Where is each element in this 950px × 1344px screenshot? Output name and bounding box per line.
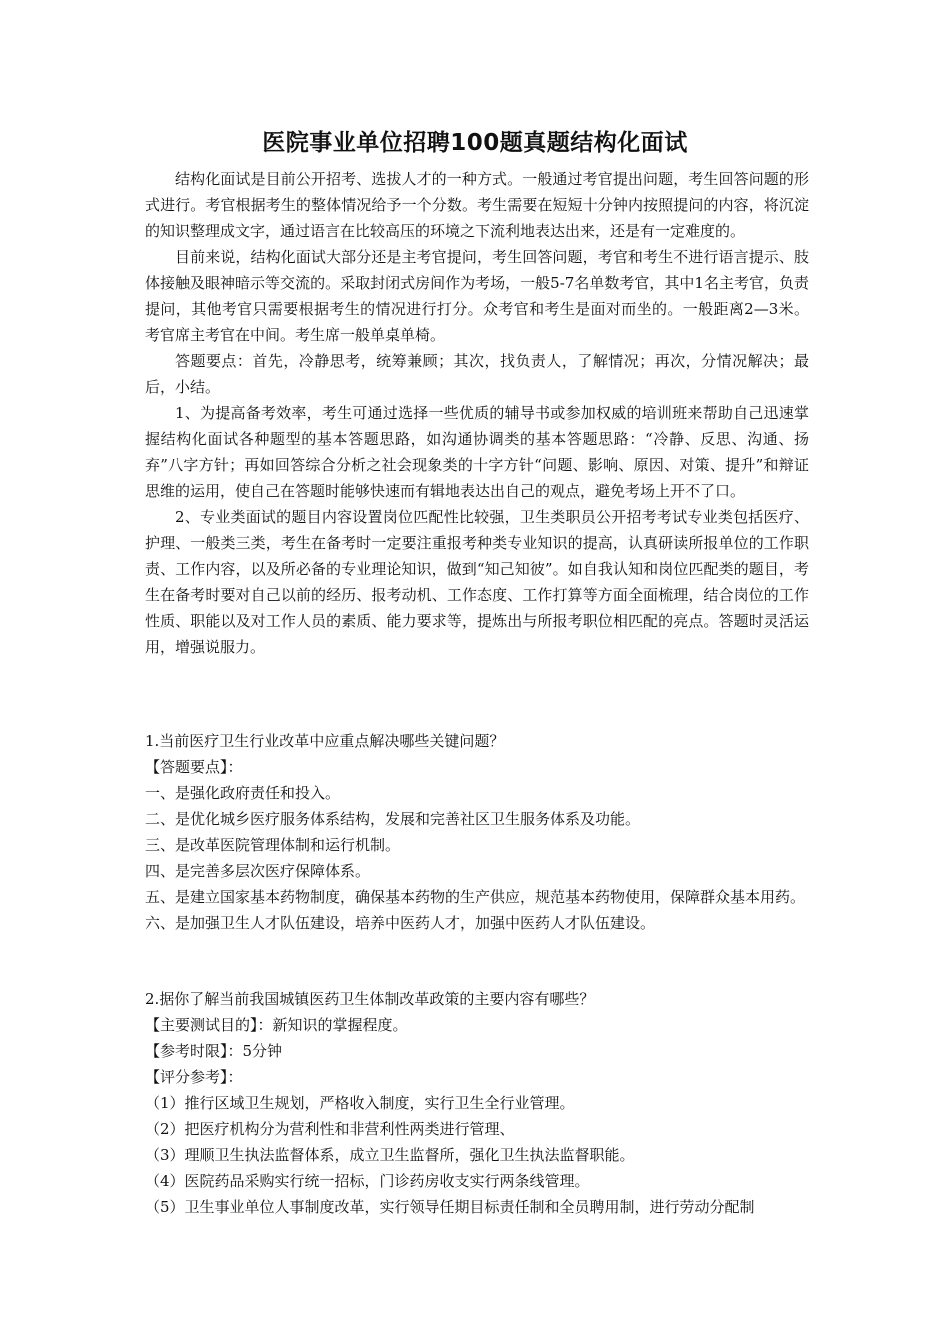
intro-section (145, 166, 809, 660)
answer-point: 一、是强化政府责任和投入。 (145, 784, 341, 802)
answer-point: 四、是完善多层次医疗保障体系。 (145, 862, 371, 880)
question-text: 2.据你了解当前我国城镇医药卫生体制改革政策的主要内容有哪些？ (145, 990, 595, 1008)
time-limit: 【参考时限】：5分钟 (145, 1042, 283, 1060)
answer-point: （4）医院药品采购实行统一招标，门诊药房收支实行两条线管理。 (145, 1172, 590, 1190)
answer-heading: 【评分参考】： (145, 1068, 243, 1086)
answer-point: （5）卫生事业单位人事制度改革，实行领导任期目标责任制和全员聘用制，进行劳动分配制 (145, 1198, 755, 1216)
intro-paragraph: 答题要点：首先，冷静思考，统筹兼顾；其次，找负责人，了解情况；再次，分情况解决；最后，小结。 (145, 352, 809, 396)
answer-point: （2）把医疗机构分为营利性和非营利性两类进行管理、 (145, 1120, 515, 1138)
answer-point: （1）推行区域卫生规划，严格收入制度，实行卫生全行业管理。 (145, 1094, 575, 1112)
answer-point: 三、是改革医院管理体制和运行机制。 (145, 836, 401, 854)
intro-paragraph: 1、为提高备考效率，考生可通过选择一些优质的辅导书或参加权威的培训班来帮助自己迅速掌握结构化面试各种题型的基本答题思路，如沟通协调类的基本答题思路：“冷静、反思、沟通、扬弃”八字方针；再如回答综合分析之社会现象类的十字方针“问题、影响、原因、对策、提升”和辩证思维的运用，使自己在答题时能够快速而有辑地表达出自己的观点，避免考场上开不了口。 (145, 404, 809, 500)
intro-paragraph: 2、专业类面试的题目内容设置岗位匹配性比较强，卫生类职员公开招考考试专业类包括医疗、护理、一般类三类，考生在备考时一定要注重报考种类专业知识的提高，认真研读所报单位的工作职责、工作内容，以及所必备的专业理论知识，做到“知己知彼”。如自我认知和岗位匹配类的题目，考生在备考时要对自己以前的经历、报考动机、工作态度、工作打算等方面全面梳理，结合岗位的工作性质、职能以及对工作人员的素质、能力要求等，提炼出与所报考职位相匹配的亮点。答题时灵活运用，增强说服力。 (145, 508, 809, 656)
document-title: 医院事业单位招聘100题真题结构化面试 (262, 130, 688, 156)
answer-point: （3）理顺卫生执法监督体系，成立卫生监督所，强化卫生执法监督职能。 (145, 1146, 635, 1164)
intro-paragraph: 结构化面试是目前公开招考、选拔人才的一种方式。一般通过考官提出问题，考生回答问题的形式进行。考官根据考生的整体情况给予一个分数。考生需要在短短十分钟内按照提问的内容，将沉淀的知识整理成文字，通过语言在比较高压的环境之下流利地表达出来，还是有一定难度的。 (145, 170, 809, 240)
question-2-section (145, 986, 809, 1220)
test-purpose: 【主要测试目的】：新知识的掌握程度。 (145, 1016, 408, 1034)
answer-point: 五、是建立国家基本药物制度，确保基本药物的生产供应，规范基本药物使用，保障群众基本用药。 (145, 888, 806, 906)
intro-paragraph: 目前来说，结构化面试大部分还是主考官提问，考生回答问题，考官和考生不进行语言提示、肢体接触及眼神暗示等交流的。采取封闭式房间作为考场，一般5-7名单数考官，其中1名主考官，负责提问，其他考官只需要根据考生的情况进行打分。众考官和考生是面对而坐的。一般距离2—3米。考官席主考官在中间。考生席一般单桌单椅。 (145, 248, 809, 344)
answer-heading: 【答题要点】： (145, 758, 243, 776)
answer-point: 六、是加强卫生人才队伍建设，培养中医药人才，加强中医药人才队伍建设。 (145, 914, 656, 932)
question-text: 1.当前医疗卫生行业改革中应重点解决哪些关键问题？ (145, 732, 505, 750)
question-1-section (145, 728, 809, 936)
answer-point: 二、是优化城乡医疗服务体系结构，发展和完善社区卫生服务体系及功能。 (145, 810, 641, 828)
